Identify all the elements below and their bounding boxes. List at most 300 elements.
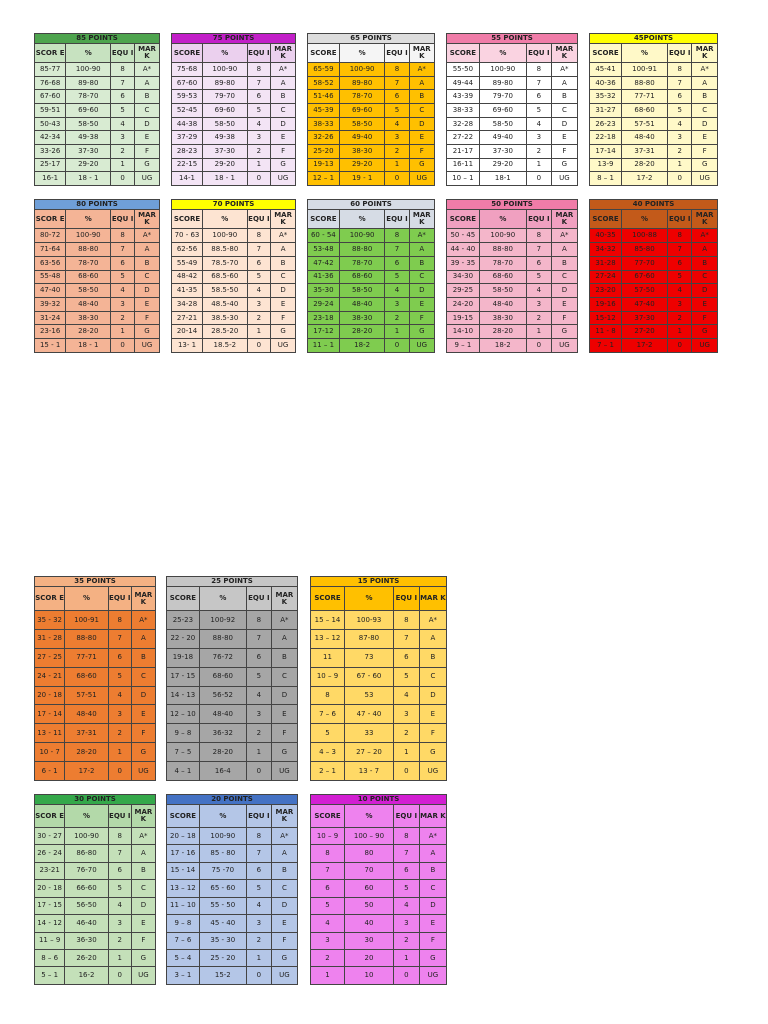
table-row: [308, 90, 435, 104]
equivalent-cell: 3: [246, 705, 271, 724]
score-cell: 85-77: [35, 63, 66, 77]
table-row: [167, 845, 298, 862]
score-cell: 38-33: [447, 104, 480, 118]
score-cell: 32-26: [308, 131, 340, 145]
percent-cell: 17-2: [65, 762, 109, 781]
score-cell: 11 – 1: [308, 339, 340, 353]
mark-cell: F: [271, 311, 296, 325]
percent-cell: 78-70: [339, 90, 385, 104]
table-row: [590, 339, 718, 353]
percent-cell: 25 - 20: [199, 950, 246, 967]
mark-cell: A*: [271, 229, 296, 243]
table-title: 40 POINTS: [590, 200, 718, 210]
percent-cell: 68-60: [66, 270, 111, 284]
table-row: [35, 630, 156, 649]
table-title: 30 POINTS: [35, 795, 156, 805]
score-cell: 33-26: [35, 145, 66, 159]
table-row: [447, 63, 578, 77]
equivalent-cell: 5: [385, 104, 409, 118]
table-row: [308, 104, 435, 118]
table-row: [35, 967, 156, 985]
mark-cell: UG: [271, 339, 296, 353]
equivalent-cell: 3: [111, 298, 135, 312]
score-cell: 60 - 54: [308, 229, 340, 243]
score-cell: 14 - 13: [167, 686, 200, 705]
table-row: [311, 724, 447, 743]
mark-cell: A: [135, 76, 160, 90]
equivalent-cell: 5: [246, 880, 271, 897]
equivalent-cell: 8: [393, 611, 419, 630]
grade-table-55: [446, 33, 578, 186]
equivalent-cell: 4: [393, 686, 419, 705]
table-row: [172, 270, 296, 284]
percent-cell: 48-40: [65, 705, 109, 724]
equivalent-cell: 3: [247, 131, 271, 145]
percent-cell: 100 – 90: [345, 827, 394, 844]
percent-cell: 100-90: [65, 827, 109, 844]
percent-cell: 28-20: [199, 743, 246, 762]
equivalent-cell: 6: [108, 648, 131, 667]
mark-cell: E: [131, 705, 155, 724]
mark-cell: B: [271, 862, 297, 879]
table-row: [590, 243, 718, 257]
score-cell: 15 - 1: [35, 339, 66, 353]
equivalent-cell: 4: [108, 897, 131, 914]
table-title: 55 POINTS: [447, 34, 578, 44]
score-cell: 44-38: [172, 117, 203, 131]
table-row: [35, 915, 156, 932]
table-row: [35, 158, 160, 172]
score-cell: 11 - 8: [590, 325, 622, 339]
table-row: [447, 229, 578, 243]
mark-cell: A*: [131, 827, 155, 844]
score-cell: 5: [311, 897, 345, 914]
table-row: [308, 131, 435, 145]
percent-cell: 58-50: [479, 284, 526, 298]
mark-cell: D: [419, 897, 446, 914]
mark-cell: B: [135, 256, 160, 270]
table-row: [35, 762, 156, 781]
percent-cell: 45 - 40: [199, 915, 246, 932]
mark-cell: G: [551, 325, 577, 339]
score-cell: 58-52: [308, 76, 340, 90]
score-cell: 9 – 8: [167, 724, 200, 743]
score-cell: 35 - 32: [35, 611, 65, 630]
mark-cell: C: [551, 270, 577, 284]
percent-cell: 77-71: [65, 648, 109, 667]
header-score: SCORE: [447, 44, 480, 63]
mark-cell: E: [692, 298, 718, 312]
table-row: [311, 630, 447, 649]
percent-cell: 68-60: [199, 667, 246, 686]
score-cell: 19-15: [447, 311, 480, 325]
table-row: [590, 298, 718, 312]
percent-cell: 88-80: [622, 76, 668, 90]
mark-cell: E: [271, 915, 297, 932]
score-cell: 47-40: [35, 284, 66, 298]
score-cell: 9 – 1: [447, 339, 480, 353]
mark-cell: G: [271, 743, 297, 762]
table-row: [172, 63, 296, 77]
table-row: [167, 648, 298, 667]
mark-cell: F: [131, 724, 155, 743]
score-cell: 7 – 1: [590, 339, 622, 353]
equivalent-cell: 1: [526, 325, 551, 339]
table-row: [167, 667, 298, 686]
table-row: [167, 880, 298, 897]
mark-cell: E: [131, 915, 155, 932]
score-cell: 26-23: [590, 117, 622, 131]
percent-cell: 68-60: [65, 667, 109, 686]
table-row: [35, 724, 156, 743]
mark-cell: F: [271, 932, 297, 949]
score-cell: 47-42: [308, 256, 340, 270]
equivalent-cell: 8: [246, 827, 271, 844]
equivalent-cell: 2: [108, 724, 131, 743]
table-title: 60 POINTS: [308, 200, 435, 210]
equivalent-cell: 7: [246, 845, 271, 862]
score-cell: 16-1: [35, 172, 66, 186]
mark-cell: UG: [409, 172, 434, 186]
table-row: [35, 256, 160, 270]
table-row: [311, 845, 447, 862]
percent-cell: 27-20: [622, 325, 668, 339]
mark-cell: E: [271, 298, 296, 312]
mark-cell: D: [271, 117, 296, 131]
equivalent-cell: 2: [111, 311, 135, 325]
score-cell: 20 – 18: [167, 827, 200, 844]
mark-cell: G: [419, 950, 446, 967]
percent-cell: 17-2: [622, 172, 668, 186]
equivalent-cell: 8: [668, 63, 692, 77]
header-percent: %: [66, 44, 111, 63]
percent-cell: 28-20: [622, 158, 668, 172]
equivalent-cell: 7: [526, 243, 551, 257]
percent-cell: 58-50: [339, 284, 385, 298]
percent-cell: 37-31: [65, 724, 109, 743]
mark-cell: A: [135, 243, 160, 257]
equivalent-cell: 4: [393, 897, 419, 914]
table-row: [447, 145, 578, 159]
equivalent-cell: 8: [246, 611, 271, 630]
score-cell: 23-21: [35, 862, 65, 879]
mark-cell: F: [551, 311, 577, 325]
score-cell: 67-60: [172, 76, 203, 90]
score-cell: 29-24: [308, 298, 340, 312]
mark-cell: G: [271, 325, 296, 339]
mark-cell: B: [692, 256, 718, 270]
equivalent-cell: 2: [111, 145, 135, 159]
mark-cell: C: [131, 667, 155, 686]
score-cell: 24-20: [447, 298, 480, 312]
table-row: [172, 311, 296, 325]
table-title: 10 POINTS: [311, 795, 447, 805]
score-cell: 8 – 6: [35, 950, 65, 967]
percent-cell: 17-2: [622, 339, 668, 353]
score-cell: 7 – 6: [311, 705, 345, 724]
score-cell: 17 - 16: [167, 845, 200, 862]
grade-table-45: [589, 33, 718, 186]
percent-cell: 16-2: [65, 967, 109, 985]
percent-cell: 38.5-30: [203, 311, 248, 325]
score-cell: 65-59: [308, 63, 340, 77]
equivalent-cell: 1: [393, 950, 419, 967]
equivalent-cell: 2: [246, 932, 271, 949]
score-cell: 35-32: [590, 90, 622, 104]
table-row: [172, 145, 296, 159]
table-row: [35, 76, 160, 90]
score-cell: 3: [311, 932, 345, 949]
score-cell: 15 - 14: [167, 862, 200, 879]
percent-cell: 68-60: [479, 270, 526, 284]
table-row: [311, 880, 447, 897]
mark-cell: G: [135, 158, 160, 172]
score-cell: 4 – 3: [311, 743, 345, 762]
percent-cell: 37-30: [203, 145, 248, 159]
mark-cell: B: [271, 256, 296, 270]
equivalent-cell: 3: [668, 298, 692, 312]
mark-cell: F: [131, 932, 155, 949]
score-cell: 26 - 24: [35, 845, 65, 862]
table-row: [172, 243, 296, 257]
mark-cell: B: [409, 90, 434, 104]
mark-cell: F: [419, 724, 446, 743]
percent-cell: 85-80: [622, 243, 668, 257]
table-row: [590, 104, 718, 118]
mark-cell: G: [131, 743, 155, 762]
table-row: [308, 145, 435, 159]
equivalent-cell: 0: [668, 172, 692, 186]
equivalent-cell: 8: [385, 229, 409, 243]
mark-cell: D: [692, 284, 718, 298]
score-cell: 17 - 14: [35, 705, 65, 724]
header-score: SCORE: [167, 805, 200, 828]
score-cell: 23-20: [590, 284, 622, 298]
equivalent-cell: 4: [385, 117, 409, 131]
mark-cell: C: [409, 270, 434, 284]
equivalent-cell: 4: [246, 686, 271, 705]
header-equivalent: EQU I: [111, 210, 135, 229]
table-row: [447, 76, 578, 90]
percent-cell: 49-40: [339, 131, 385, 145]
table-row: [167, 686, 298, 705]
percent-cell: 100-90: [479, 229, 526, 243]
score-cell: 7: [311, 862, 345, 879]
header-percent: %: [199, 805, 246, 828]
mark-cell: A: [551, 76, 577, 90]
mark-cell: UG: [419, 762, 446, 781]
grade-table-65: [307, 33, 435, 186]
score-cell: 9 – 8: [167, 915, 200, 932]
percent-cell: 100-90: [339, 63, 385, 77]
grade-table-30: [34, 794, 156, 985]
score-cell: 34-28: [172, 298, 203, 312]
header-equivalent: EQU I: [385, 44, 409, 63]
table-row: [172, 229, 296, 243]
header-equivalent: EQU I: [393, 805, 419, 828]
percent-cell: 18-2: [479, 339, 526, 353]
mark-cell: F: [271, 724, 297, 743]
mark-cell: E: [271, 705, 297, 724]
equivalent-cell: 2: [385, 145, 409, 159]
mark-cell: B: [419, 648, 446, 667]
equivalent-cell: 5: [385, 270, 409, 284]
mark-cell: F: [135, 311, 160, 325]
score-cell: 23-18: [308, 311, 340, 325]
percent-cell: 33: [345, 724, 394, 743]
equivalent-cell: 1: [246, 950, 271, 967]
mark-cell: A*: [135, 63, 160, 77]
equivalent-cell: 3: [108, 705, 131, 724]
table-row: [311, 915, 447, 932]
mark-cell: A: [271, 845, 297, 862]
score-cell: 31-28: [590, 256, 622, 270]
table-row: [311, 686, 447, 705]
equivalent-cell: 8: [526, 229, 551, 243]
score-cell: 45-41: [590, 63, 622, 77]
percent-cell: 76-70: [65, 862, 109, 879]
percent-cell: 87-80: [345, 630, 394, 649]
score-cell: 45-39: [308, 104, 340, 118]
percent-cell: 50: [345, 897, 394, 914]
score-cell: 8: [311, 686, 345, 705]
score-cell: 40-36: [590, 76, 622, 90]
header-mark: MAR K: [271, 210, 296, 229]
score-cell: 13 – 12: [167, 880, 200, 897]
table-title: 45POINTS: [590, 34, 718, 44]
percent-cell: 100-93: [345, 611, 394, 630]
equivalent-cell: 8: [108, 611, 131, 630]
mark-cell: UG: [271, 172, 296, 186]
percent-cell: 100-90: [66, 229, 111, 243]
table-row: [447, 339, 578, 353]
table-row: [447, 243, 578, 257]
equivalent-cell: 7: [668, 243, 692, 257]
score-cell: 29-25: [447, 284, 480, 298]
mark-cell: A: [692, 76, 718, 90]
score-cell: 6 - 1: [35, 762, 65, 781]
mark-cell: UG: [271, 967, 297, 985]
table-row: [311, 611, 447, 630]
percent-cell: 100-90: [199, 827, 246, 844]
equivalent-cell: 1: [668, 325, 692, 339]
table-row: [308, 158, 435, 172]
table-row: [167, 950, 298, 967]
table-title: 65 POINTS: [308, 34, 435, 44]
equivalent-cell: 7: [247, 243, 271, 257]
header-score: SCORE: [590, 44, 622, 63]
equivalent-cell: 0: [108, 762, 131, 781]
equivalent-cell: 5: [393, 880, 419, 897]
mark-cell: UG: [131, 762, 155, 781]
percent-cell: 18-1: [479, 172, 526, 186]
equivalent-cell: 5: [108, 880, 131, 897]
equivalent-cell: 0: [247, 172, 271, 186]
score-cell: 27-21: [172, 311, 203, 325]
percent-cell: 100-88: [622, 229, 668, 243]
equivalent-cell: 2: [668, 145, 692, 159]
table-row: [447, 256, 578, 270]
header-percent: %: [339, 44, 385, 63]
percent-cell: 66-60: [65, 880, 109, 897]
table-row: [35, 880, 156, 897]
percent-cell: 100-90: [339, 229, 385, 243]
equivalent-cell: 7: [246, 630, 271, 649]
score-cell: 50 - 45: [447, 229, 480, 243]
score-cell: 40-35: [590, 229, 622, 243]
table-row: [590, 131, 718, 145]
header-score: SCORE: [308, 44, 340, 63]
score-cell: 17-14: [590, 145, 622, 159]
header-mark: MAR K: [271, 44, 296, 63]
table-title: 20 POINTS: [167, 795, 298, 805]
mark-cell: G: [692, 325, 718, 339]
score-cell: 27-24: [590, 270, 622, 284]
mark-cell: G: [419, 743, 446, 762]
mark-cell: E: [692, 131, 718, 145]
mark-cell: C: [419, 667, 446, 686]
mark-cell: B: [135, 90, 160, 104]
table-row: [35, 270, 160, 284]
percent-cell: 18 - 1: [203, 172, 248, 186]
header-percent: %: [199, 587, 246, 611]
header-equivalent: EQU I: [108, 587, 131, 611]
table-row: [311, 762, 447, 781]
table-row: [35, 229, 160, 243]
header-score: SCOR E: [35, 805, 65, 828]
header-score: SCORE: [308, 210, 340, 229]
grade-table-80: [34, 199, 160, 353]
mark-cell: A*: [409, 63, 434, 77]
equivalent-cell: 7: [108, 845, 131, 862]
percent-cell: 88-80: [199, 630, 246, 649]
equivalent-cell: 6: [385, 90, 409, 104]
table-row: [35, 325, 160, 339]
score-cell: 5: [311, 724, 345, 743]
header-percent: %: [203, 44, 248, 63]
table-row: [35, 63, 160, 77]
equivalent-cell: 5: [668, 270, 692, 284]
equivalent-cell: 1: [247, 158, 271, 172]
grade-table-75: [171, 33, 296, 186]
table-row: [35, 243, 160, 257]
equivalent-cell: 7: [385, 243, 409, 257]
equivalent-cell: 1: [108, 743, 131, 762]
equivalent-cell: 2: [668, 311, 692, 325]
table-row: [35, 339, 160, 353]
percent-cell: 57-51: [65, 686, 109, 705]
percent-cell: 100-90: [479, 63, 526, 77]
percent-cell: 76-72: [199, 648, 246, 667]
score-cell: 13 - 11: [35, 724, 65, 743]
equivalent-cell: 5: [247, 104, 271, 118]
score-cell: 13 – 12: [311, 630, 345, 649]
header-percent: %: [479, 210, 526, 229]
percent-cell: 79-70: [479, 90, 526, 104]
mark-cell: B: [551, 256, 577, 270]
header-equivalent: EQU I: [247, 44, 271, 63]
mark-cell: F: [409, 145, 434, 159]
equivalent-cell: 8: [668, 229, 692, 243]
mark-cell: A: [409, 76, 434, 90]
mark-cell: G: [131, 950, 155, 967]
percent-cell: 28-20: [66, 325, 111, 339]
percent-cell: 57-50: [622, 284, 668, 298]
table-row: [167, 743, 298, 762]
score-cell: 67-60: [35, 90, 66, 104]
header-mark: MAR K: [692, 210, 718, 229]
percent-cell: 68-60: [339, 270, 385, 284]
